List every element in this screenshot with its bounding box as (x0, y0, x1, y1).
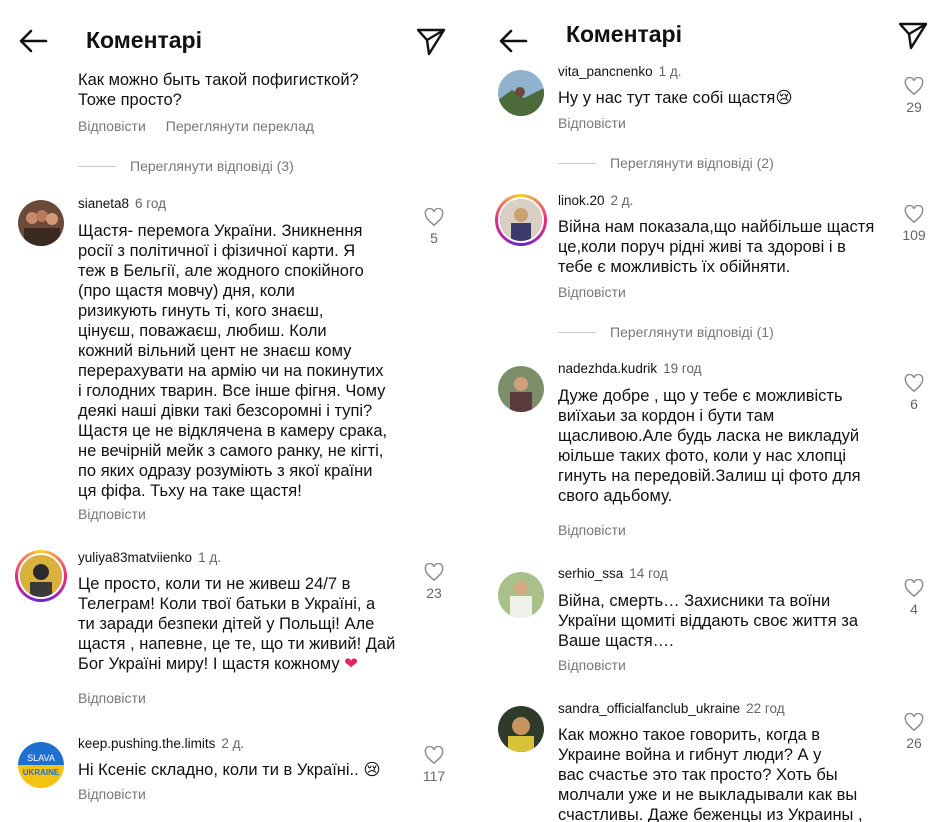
reply-button[interactable]: Відповісти (78, 786, 146, 802)
heart-icon (904, 77, 924, 95)
reply-button[interactable]: Відповісти (558, 657, 626, 673)
reply-button[interactable]: Відповісти (558, 115, 626, 131)
avatar-image (498, 70, 544, 116)
like-count: 4 (910, 601, 918, 617)
comment-text-body: Ні Ксеніє складно, коли ти в Україні.. (78, 761, 364, 779)
view-replies-button[interactable] (558, 324, 774, 340)
header (0, 0, 475, 70)
like-button[interactable] (899, 77, 929, 115)
avatar-text-bottom: UKRAINE (22, 768, 60, 777)
like-button[interactable] (419, 746, 449, 784)
like-button[interactable] (899, 205, 929, 243)
like-count: 117 (422, 768, 446, 784)
comment-text: Как можно такое говорить, когда в Украине война и гибнут люди? А у вас счастье это так просто? Хоть бы молчали уже и не выкладывали как вы счастливы. Даже беженцы из Украины , (558, 726, 863, 822)
like-button[interactable] (419, 563, 449, 601)
like-button[interactable] (899, 374, 929, 412)
view-replies-button[interactable] (558, 155, 774, 171)
avatar-image (498, 572, 544, 618)
comment-username-row (78, 736, 244, 751)
comment-actions (558, 284, 626, 302)
reply-button[interactable]: Відповісти (78, 118, 146, 134)
comment-username-row (558, 64, 681, 79)
avatar-image (498, 706, 544, 752)
timestamp: 6 год (135, 196, 167, 211)
comment-text-body: Ну у нас тут таке собі щастя (558, 89, 776, 107)
avatar[interactable] (498, 706, 544, 752)
avatar-image (18, 200, 64, 246)
view-replies-label: Переглянути відповіді (2) (610, 155, 774, 171)
comment-actions (78, 118, 314, 134)
translate-button[interactable]: Переглянути переклад (165, 118, 314, 134)
comment-username-row (558, 566, 668, 581)
like-button[interactable] (899, 713, 929, 751)
avatar-story-ring[interactable] (495, 194, 547, 246)
back-arrow-icon[interactable] (496, 24, 530, 58)
username[interactable]: sandra_officialfanclub_ukraine (558, 701, 741, 716)
comment-actions (558, 657, 626, 675)
back-arrow-icon[interactable] (16, 24, 50, 58)
view-replies-label: Переглянути відповіді (1) (610, 324, 774, 340)
divider-line (78, 166, 116, 167)
avatar[interactable] (498, 366, 544, 412)
comment-username-row (78, 550, 221, 565)
comment-text: Війна, смерть… Захисники та воїни України щомиті віддають своє життя за Ваше щастя…. (558, 592, 858, 650)
crying-face-emoji: 😢 (363, 761, 381, 779)
username[interactable]: keep.pushing.the.limits (78, 736, 216, 751)
comment-actions (558, 522, 626, 540)
heart-icon (904, 579, 924, 597)
reply-button[interactable]: Відповісти (78, 506, 146, 522)
page-title: Коментарі (566, 21, 682, 47)
avatar-story-ring[interactable] (15, 550, 67, 602)
comment-text: Війна нам показала,що найбільше щастя це,коли поруч рідні живі та здорові і в тебе є можливість їх обійняти. (558, 218, 875, 276)
username[interactable]: sianeta8 (78, 196, 130, 211)
right-comments-screen (478, 0, 950, 822)
like-button[interactable] (899, 579, 929, 617)
timestamp: 1 д. (198, 550, 221, 565)
comment-text (558, 88, 888, 108)
username[interactable]: linok.20 (558, 193, 605, 208)
comment-text-body: Це просто, коли ти не живеш 24/7 в Телеграм! Коли твої батьки в Україні, а ти заради безпеки дітей у Польщі! Але щастя , напевне, це те, що ти живий! Дай Бог Україні миру! І щастя кожному (78, 575, 396, 673)
header (478, 0, 950, 70)
heart-icon (424, 563, 444, 581)
heart-icon (904, 205, 924, 223)
comment-actions (78, 690, 146, 708)
view-replies-label: Переглянути відповіді (3) (130, 158, 294, 174)
avatar (18, 553, 64, 599)
timestamp: 2 д. (221, 736, 245, 751)
comment-text: Дуже добре , що у тебе є можливість виїхаьи за кордон і бути там щасливою.Але будь ласка не викладуй юільше таких фото, коли у нас хлопці гинуть на передовій.Залиш ці фото для свого адьбому. (558, 387, 861, 505)
timestamp: 2 д. (610, 193, 634, 208)
comment-username-row (558, 361, 702, 376)
timestamp: 14 год (629, 566, 668, 581)
username[interactable]: vita_pancnenko (558, 64, 653, 79)
heart-icon (904, 713, 924, 731)
comment-text (78, 760, 418, 780)
avatar-image (500, 199, 542, 241)
username[interactable]: yuliya83matviienko (78, 550, 193, 565)
like-count: 6 (910, 396, 918, 412)
view-replies-button[interactable] (78, 158, 294, 174)
avatar[interactable] (498, 70, 544, 116)
avatar-text-top: SLAVA (27, 753, 55, 763)
divider-line (558, 163, 596, 164)
comment-text (78, 574, 418, 674)
like-count: 5 (430, 230, 438, 246)
divider-line (558, 332, 596, 333)
avatar-image (20, 555, 62, 597)
reply-button[interactable]: Відповісти (558, 284, 626, 300)
comment-text: Как можно быть такой пофигисткой? Тоже просто? (78, 71, 359, 109)
comment-username-row (558, 701, 785, 716)
avatar-image (18, 742, 64, 788)
like-button[interactable] (419, 208, 449, 246)
send-icon[interactable] (896, 18, 930, 52)
comment-text: Щастя- перемога України. Зникнення росії з політичної і фізичної карти. Я теж в Бельгії, але жодного спокійного (про щастя мовчу) дня, коли ризикують гинуть ті, кого знаєш, цінуєш, поважаєш, любиш. Коли кожний вільний цент не знаєш кому перерахувати на армію чи на покинутих і голодних тварин. Все інше фігня. Чому деякі наші дівки такі безсоромні і тупі? Щастя це не відклячена в камеру срака, не вечірній мейк з самого ранку, не кігті, по яких одразу розуміють з якої країни ця фіфа. Тьху на таке щастя! (78, 222, 388, 500)
page-title: Коментарі (86, 27, 202, 53)
timestamp: 22 год (746, 701, 785, 716)
crying-face-emoji: 😢 (775, 89, 793, 107)
comment-actions (558, 115, 626, 133)
like-count: 26 (906, 735, 922, 751)
like-count: 29 (906, 99, 922, 115)
username[interactable]: nadezhda.kudrik (558, 361, 658, 376)
avatar-image (498, 366, 544, 412)
timestamp: 19 год (663, 361, 702, 376)
avatar[interactable] (18, 200, 64, 246)
comment-username-row (558, 193, 633, 208)
red-heart-emoji: ❤ (344, 655, 358, 673)
timestamp: 1 д. (658, 64, 682, 79)
reply-button[interactable]: Відповісти (558, 522, 626, 538)
like-count: 23 (426, 585, 442, 601)
comment-actions (78, 506, 146, 524)
heart-icon (424, 208, 444, 226)
reply-button[interactable]: Відповісти (78, 690, 146, 706)
heart-icon (904, 374, 924, 392)
avatar[interactable] (498, 572, 544, 618)
comment-username-row (78, 196, 166, 211)
username[interactable]: serhio_ssa (558, 566, 624, 581)
avatar[interactable] (18, 742, 64, 788)
heart-icon (424, 746, 444, 764)
avatar (498, 197, 544, 243)
send-icon[interactable] (414, 24, 448, 58)
like-count: 109 (902, 227, 926, 243)
comment-actions (78, 786, 146, 804)
